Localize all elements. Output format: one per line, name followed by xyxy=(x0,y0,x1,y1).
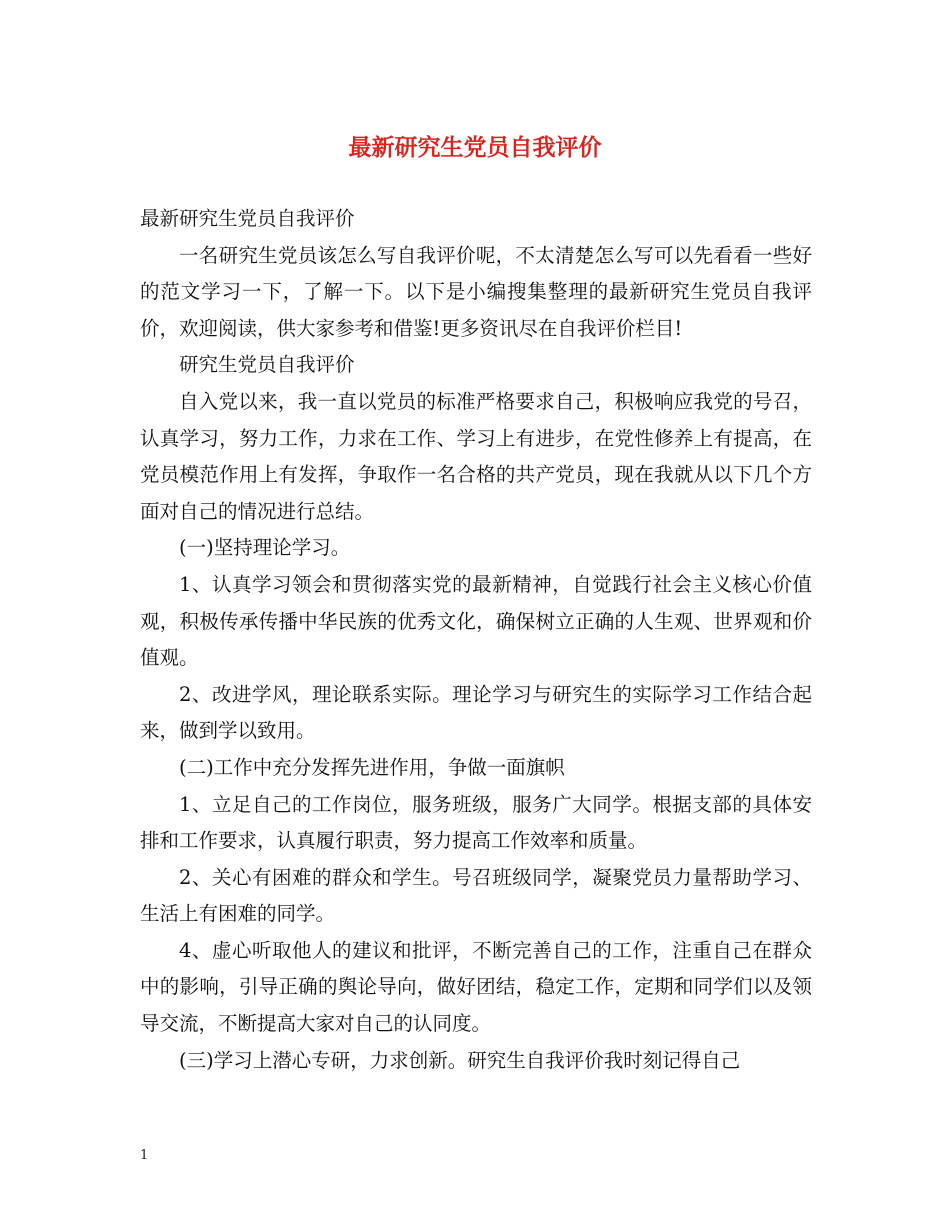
paragraph-item-1-2: 2、改进学风，理论联系实际。理论学习与研究生的实际学习工作结合起来，做到学以致用。 xyxy=(140,682,812,743)
paragraph-item-2-4: 4、虚心听取他人的建议和批评，不断完善自己的工作，注重自己在群众中的影响，引导正确的舆论导向，做好团结，稳定工作，定期和同学们以及领导交流，不断提高大家对自己的认同度。 xyxy=(140,938,812,1036)
paragraph-summary: 自入党以来，我一直以党员的标准严格要求自己，积极响应我党的号召，认真学习，努力工作，力求在工作、学习上有进步，在党性修养上有提高，在党员模范作用上有发挥，争取作一名合格的共产党员，现在我就从以下几个方面对自己的情况进行总结。 xyxy=(140,389,812,523)
page-title: 最新研究生党员自我评价 xyxy=(348,134,602,161)
paragraph-item-1-1: 1、认真学习领会和贯彻落实党的最新精神，自觉践行社会主义核心价值观，积极传承传播中华民族的优秀文化，确保树立正确的人生观、世界观和价值观。 xyxy=(140,572,812,670)
paragraph-heading-one: (一)坚持理论学习。 xyxy=(179,536,351,560)
paragraph-item-2-1: 1、立足自己的工作岗位，服务班级，服务广大同学。根据支部的具体安排和工作要求，认真履行职责，努力提高工作效率和质量。 xyxy=(140,792,812,853)
paragraph-section-heading: 研究生党员自我评价 xyxy=(179,353,355,377)
paragraph-heading-two: (二)工作中充分发挥先进作用，争做一面旗帜 xyxy=(179,755,565,779)
page-number: 1 xyxy=(140,1148,149,1163)
paragraph-item-2-2: 2、关心有困难的群众和学生。号召班级同学，凝聚党员力量帮助学习、生活上有困难的同学。 xyxy=(140,865,812,926)
paragraph-intro: 一名研究生党员该怎么写自我评价呢，不太清楚怎么写可以先看看一些好的范文学习一下，了解一下。以下是小编搜集整理的最新研究生党员自我评价，欢迎阅读，供大家参考和借鉴!更多资讯尽在自我评价栏目! xyxy=(140,243,812,340)
paragraph-heading-three: (三)学习上潜心专研，力求创新。研究生自我评价我时刻记得自己 xyxy=(179,1048,741,1072)
document-body xyxy=(140,201,812,1079)
paragraph-subtitle: 最新研究生党员自我评价 xyxy=(140,207,355,230)
